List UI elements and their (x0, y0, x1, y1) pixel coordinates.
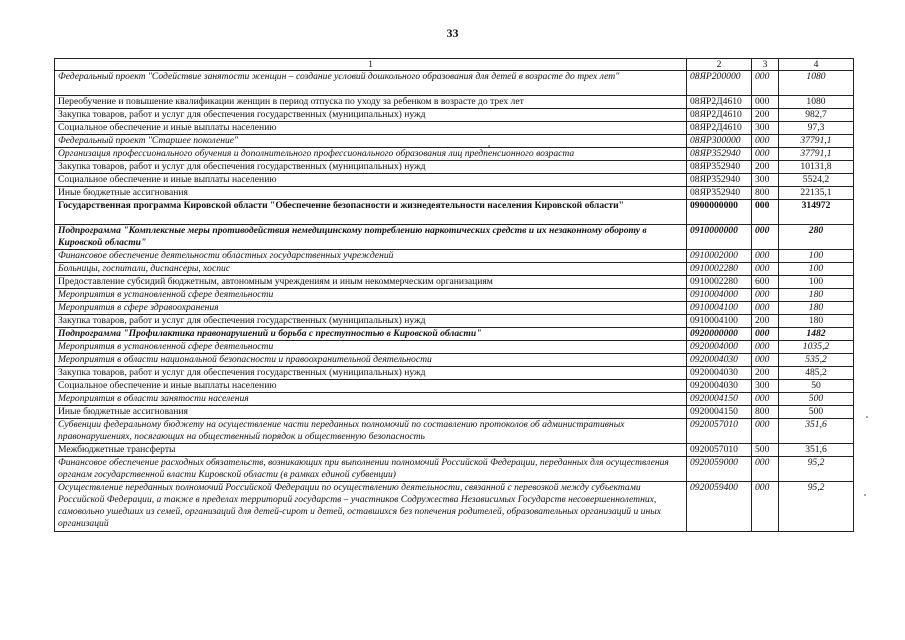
row-name: Социальное обеспечение и иные выплаты населению (55, 122, 687, 135)
row-code: 0920057010 (687, 419, 752, 444)
row-sum: 280 (779, 225, 854, 250)
table-row (55, 367, 854, 380)
row-name: Мероприятия в сфере здравоохранения (55, 302, 687, 315)
row-kind: 000 (752, 289, 779, 302)
row-code: 08ЯР352940 (687, 161, 752, 174)
row-sum: 1482 (779, 328, 854, 341)
row-kind: 000 (752, 302, 779, 315)
row-sum: 100 (779, 276, 854, 289)
table-row (55, 289, 854, 302)
row-name: Закупка товаров, работ и услуг для обеспечения государственных (муниципальных) нужд (55, 315, 687, 328)
row-code: 0920004030 (687, 380, 752, 393)
header-col-3: 3 (752, 59, 779, 71)
row-sum: 535,2 (779, 354, 854, 367)
row-code: 0920004030 (687, 367, 752, 380)
row-code: 08ЯР300000 (687, 135, 752, 148)
table-row (55, 225, 854, 250)
row-code: 08ЯР2Д4610 (687, 122, 752, 135)
scan-speck (488, 145, 490, 147)
row-name: Мероприятия в области занятости населения (55, 393, 687, 406)
row-name: Организация профессионального обучения и дополнительного профессионального образования лиц предпенсионного возраста (55, 148, 687, 161)
row-code: 0920004150 (687, 393, 752, 406)
header-col-1: 1 (55, 59, 687, 71)
table-row (55, 406, 854, 419)
row-name: Социальное обеспечение и иные выплаты населению (55, 380, 687, 393)
row-sum: 485,2 (779, 367, 854, 380)
row-kind: 000 (752, 419, 779, 444)
row-code: 08ЯР200000 (687, 71, 752, 96)
row-name: Мероприятия в установленной сфере деятельности (55, 341, 687, 354)
table-row (55, 482, 854, 532)
table-row (55, 122, 854, 135)
row-kind: 000 (752, 225, 779, 250)
row-code: 0910004100 (687, 302, 752, 315)
row-name: Подпрограмма "Профилактика правонарушений и борьба с преступностью в Кировской области" (55, 328, 687, 341)
row-code: 0920000000 (687, 328, 752, 341)
table-row (55, 354, 854, 367)
row-kind: 000 (752, 96, 779, 109)
row-name: Предоставление субсидий бюджетным, автономным учреждениям и иным некоммерческим организациям (55, 276, 687, 289)
row-name: Больницы, госпитали, диспансеры, хоспис (55, 263, 687, 276)
table-body (55, 71, 854, 532)
row-code: 0910002280 (687, 276, 752, 289)
row-sum: 37791,1 (779, 148, 854, 161)
row-code: 08ЯР352940 (687, 148, 752, 161)
row-kind: 000 (752, 457, 779, 482)
row-kind: 200 (752, 367, 779, 380)
table-row (55, 328, 854, 341)
table-row (55, 444, 854, 457)
table-row (55, 341, 854, 354)
table-row (55, 419, 854, 444)
table-row (55, 174, 854, 187)
row-code: 0910004000 (687, 289, 752, 302)
row-code: 0900000000 (687, 200, 752, 225)
row-code: 0920004030 (687, 354, 752, 367)
row-kind: 000 (752, 482, 779, 532)
row-name: Федеральный проект "Старшее поколение" (55, 135, 687, 148)
row-sum: 100 (779, 263, 854, 276)
row-sum: 5524,2 (779, 174, 854, 187)
row-kind: 000 (752, 200, 779, 225)
row-name: Финансовое обеспечение деятельности областных государственных учреждений (55, 250, 687, 263)
row-sum: 50 (779, 380, 854, 393)
table-row (55, 71, 854, 96)
row-kind: 200 (752, 161, 779, 174)
table-row (55, 135, 854, 148)
row-code: 0920004150 (687, 406, 752, 419)
row-name: Межбюджетные трансферты (55, 444, 687, 457)
table-row (55, 200, 854, 225)
row-sum: 37791,1 (779, 135, 854, 148)
row-name: Социальное обеспечение и иные выплаты населению (55, 174, 687, 187)
row-kind: 000 (752, 148, 779, 161)
row-sum: 500 (779, 393, 854, 406)
row-kind: 800 (752, 187, 779, 200)
row-sum: 180 (779, 315, 854, 328)
row-code: 0910000000 (687, 225, 752, 250)
row-sum: 95,2 (779, 482, 854, 532)
row-sum: 314972 (779, 200, 854, 225)
table-header-row (55, 59, 854, 71)
table-row (55, 393, 854, 406)
row-kind: 300 (752, 174, 779, 187)
header-col-4: 4 (779, 59, 854, 71)
row-kind: 300 (752, 380, 779, 393)
page-number: 33 (446, 26, 459, 40)
row-kind: 600 (752, 276, 779, 289)
row-sum: 97,3 (779, 122, 854, 135)
table-row (55, 302, 854, 315)
row-sum: 180 (779, 289, 854, 302)
table-row (55, 148, 854, 161)
row-name: Федеральный проект "Содействие занятости женщин – создание условий дошкольного образования для детей в возрасте до трех лет" (55, 71, 687, 96)
row-sum: 1035,2 (779, 341, 854, 354)
row-kind: 000 (752, 71, 779, 96)
row-sum: 351,6 (779, 444, 854, 457)
row-code: 08ЯР2Д4610 (687, 96, 752, 109)
row-kind: 000 (752, 250, 779, 263)
row-sum: 10131,8 (779, 161, 854, 174)
scan-speck (866, 416, 868, 418)
row-name: Государственная программа Кировской области "Обеспечение безопасности и жизнедеятельности населения Кировской области" (55, 200, 687, 225)
row-code: 0920004000 (687, 341, 752, 354)
row-sum: 1080 (779, 96, 854, 109)
row-code: 08ЯР352940 (687, 174, 752, 187)
row-code: 08ЯР352940 (687, 187, 752, 200)
row-kind: 300 (752, 122, 779, 135)
table-row (55, 380, 854, 393)
row-kind: 000 (752, 263, 779, 276)
row-name: Субвенции федеральному бюджету на осуществление части переданных полномочий по составлению протоколов об административных правонарушениях, посягающих на общественный порядок и общественную безопасность (55, 419, 687, 444)
row-code: 08ЯР2Д4610 (687, 109, 752, 122)
table-row (55, 315, 854, 328)
row-name: Иные бюджетные ассигнования (55, 406, 687, 419)
table-row (55, 187, 854, 200)
row-sum: 1080 (779, 71, 854, 96)
row-kind: 500 (752, 444, 779, 457)
row-kind: 200 (752, 109, 779, 122)
row-name: Закупка товаров, работ и услуг для обеспечения государственных (муниципальных) нужд (55, 367, 687, 380)
row-sum: 100 (779, 250, 854, 263)
row-sum: 95,2 (779, 457, 854, 482)
row-kind: 000 (752, 135, 779, 148)
row-kind: 000 (752, 393, 779, 406)
table-row (55, 109, 854, 122)
row-kind: 200 (752, 315, 779, 328)
row-name: Мероприятия в области национальной безопасности и правоохранительной деятельности (55, 354, 687, 367)
row-name: Переобучение и повышение квалификации женщин в период отпуска по уходу за ребенком в возрасте до трех лет (55, 96, 687, 109)
row-name: Закупка товаров, работ и услуг для обеспечения государственных (муниципальных) нужд (55, 161, 687, 174)
table-row (55, 276, 854, 289)
row-code: 0920059400 (687, 482, 752, 532)
row-name: Иные бюджетные ассигнования (55, 187, 687, 200)
row-name: Закупка товаров, работ и услуг для обеспечения государственных (муниципальных) нужд (55, 109, 687, 122)
row-name: Финансовое обеспечение расходных обязательств, возникающих при выполнении полномочий Российской Федерации, переданных для осуществления органам государственной власти Кировской области (в рамках единой субвенции) (55, 457, 687, 482)
row-kind: 000 (752, 354, 779, 367)
row-kind: 800 (752, 406, 779, 419)
row-sum: 500 (779, 406, 854, 419)
row-sum: 180 (779, 302, 854, 315)
row-code: 0920059000 (687, 457, 752, 482)
row-kind: 000 (752, 341, 779, 354)
table-row (55, 161, 854, 174)
row-sum: 351,6 (779, 419, 854, 444)
table-row (55, 263, 854, 276)
row-sum: 22135,1 (779, 187, 854, 200)
row-name: Мероприятия в установленной сфере деятельности (55, 289, 687, 302)
table-row (55, 457, 854, 482)
row-sum: 982,7 (779, 109, 854, 122)
row-name: Подпрограмма "Комплексные меры противодействия немедицинскому потреблению наркотических средств и их незаконному обороту в Кировской области" (55, 225, 687, 250)
row-kind: 000 (752, 328, 779, 341)
row-code: 0910002280 (687, 263, 752, 276)
row-code: 0920057010 (687, 444, 752, 457)
budget-table (54, 58, 854, 532)
row-code: 0910002000 (687, 250, 752, 263)
row-name: Осуществление переданных полномочий Российской Федерации по осуществлению деятельности, связанной с перевозкой между субъектами Российской Федерации, а также в пределах территорий государств – участников Содружества Независимых Государств несовершеннолетних, самовольно ушедших из семей, организаций для детей-сирот и детей, оставшихся без попечения родителей, образовательных организаций и иных организаций (55, 482, 687, 532)
table-row (55, 250, 854, 263)
header-col-2: 2 (687, 59, 752, 71)
table-row (55, 96, 854, 109)
scan-speck (864, 494, 866, 496)
row-code: 0910004100 (687, 315, 752, 328)
